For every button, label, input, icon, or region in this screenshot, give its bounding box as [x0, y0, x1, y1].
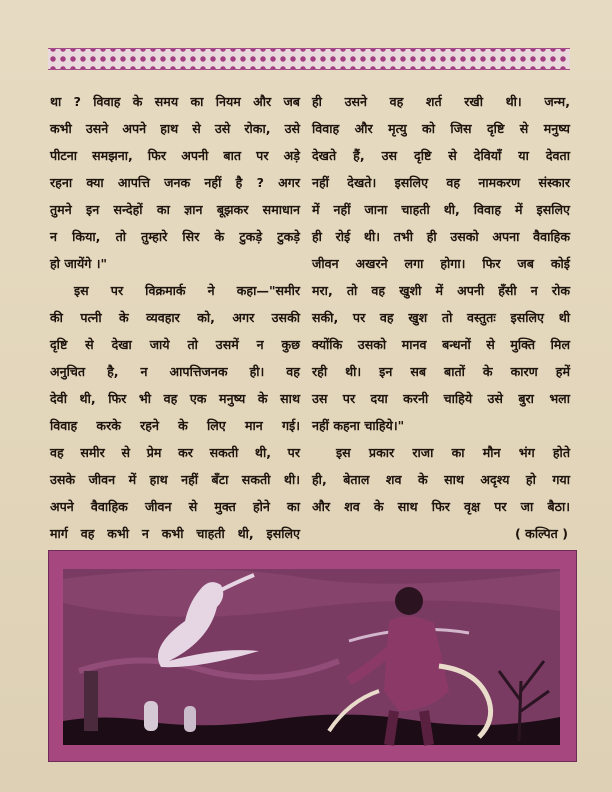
text-line: कभी उसने अपने हाथ से उसे रोका, उसे [50, 121, 300, 136]
illustration-svg [49, 551, 576, 761]
text-line: विवाह और मृत्यु को जिस दृष्टि से मनुष्य [312, 121, 570, 136]
paragraph-ending [312, 439, 570, 520]
text-line: अनुचित है, न आपत्तिजनक ही। वह [50, 364, 300, 379]
text-line: उस पर दया करनी चाहिये उसे बुरा भला [312, 391, 570, 406]
text-line: रहना क्या आपत्ति जनक नहीं है ? अगर [50, 175, 300, 190]
text-line: देखते हैं, उस दृष्टि से देवियाँ या देवता [312, 148, 570, 163]
text-line: इस पर विक्रमार्क ने कहा—"समीर [74, 283, 300, 298]
text-line: मरा, तो वह खुशी में अपनी हँसी न रोक [312, 283, 570, 298]
text-line: वह समीर से प्रेम कर सकती थी, पर [50, 445, 300, 460]
text-line: अपने वैवाहिक जीवन से मुक्त होने का [50, 499, 300, 514]
text-line: विवाह करके रहने के लिए मान गई। [50, 418, 300, 433]
decorative-border [48, 48, 570, 70]
text-line: ही उसने वह शर्त रखी थी। जन्म, [312, 94, 570, 109]
text-line: सकी, पर वह खुश तो वस्तुतः इसलिए थी [312, 310, 570, 325]
text-line: हो जायेंगे ।" [50, 256, 108, 271]
text-line: रही थी। इन सब बातों के कारण हमें [312, 364, 570, 379]
text-line: उसके जीवन में हाथ नहीं बँटा सकती थी। [50, 472, 300, 487]
text-line: इस प्रकार राजा का मौन भंग होते [336, 445, 570, 460]
text-line: दृष्टि से देखा जाये तो उसमें न कुछ [50, 337, 300, 352]
text-line: नहीं देखते। इसलिए वह नामकरण संस्कार [312, 175, 570, 190]
text-column-right [312, 88, 570, 547]
text-column-left [50, 88, 300, 547]
byline: ( कल्पित ) [515, 526, 568, 541]
text-line: मार्ग वह कभी न कभी चाहती थी, इसलिए [50, 526, 300, 541]
text-line: जीवन अखरने लगा होगा। फिर जब कोई [312, 256, 570, 271]
text-line: देवी थी, फिर भी वह एक मनुष्य के साथ [50, 391, 300, 406]
text-line: था ? विवाह के समय का नियम और जब [50, 94, 300, 109]
paragraph-continuation [50, 88, 300, 277]
story-illustration [48, 550, 577, 762]
paragraph-vikramark-reply [50, 277, 300, 547]
text-line: और शव के साथ फिर वृक्ष पर जा बैठा। [312, 499, 570, 514]
text-line: में नहीं जाना चाहती थी, विवाह में इसलिए [312, 202, 570, 217]
paragraph-vikramark-reply-cont [312, 88, 570, 439]
text-line: पीटना समझना, फिर अपनी बात पर अड़े [50, 148, 300, 163]
text-line: ही रोई थी। तभी ही उसको अपना वैवाहिक [312, 229, 570, 244]
text-line: तुमने इन सन्देहों का ज्ञान बूझकर समाधान [50, 202, 300, 217]
text-line: की पत्नी के व्यवहार को, अगर उसकी [50, 310, 300, 325]
text-line: क्योंकि उसको मानव बन्धनों से मुक्ति मिल [312, 337, 570, 352]
text-line: ही, बेताल शव के साथ अदृश्य हो गया [312, 472, 570, 487]
text-line: न किया, तो तुम्हारे सिर के टुकड़े टुकड़े [50, 229, 300, 244]
text-line: नहीं कहना चाहिये।" [312, 418, 405, 433]
